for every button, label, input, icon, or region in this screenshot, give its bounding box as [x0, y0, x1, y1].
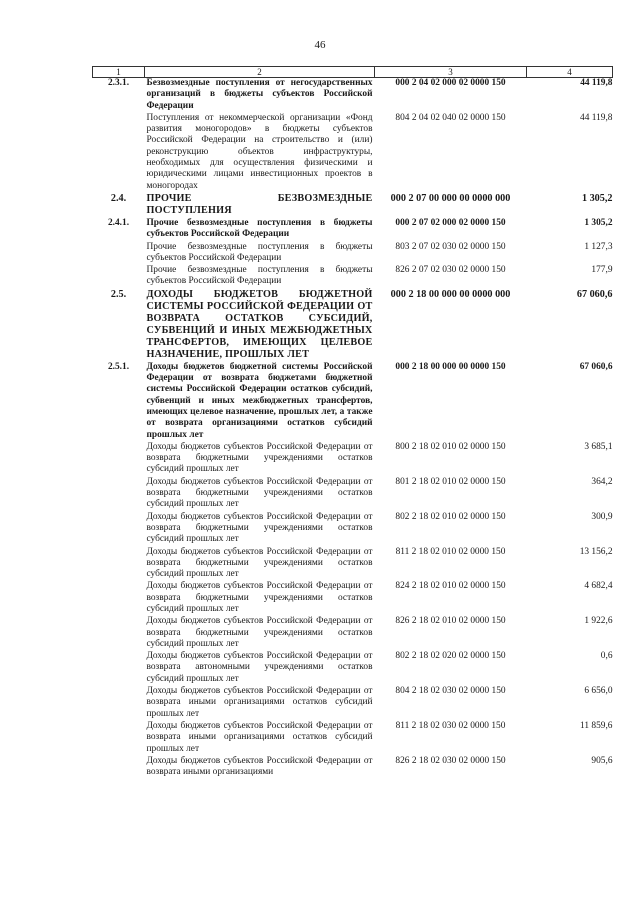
- table-row: [93, 756, 613, 780]
- table-row: [93, 512, 613, 547]
- row-number-cell: 2.5.: [110, 288, 127, 300]
- table-row: [93, 218, 613, 242]
- table-row: [93, 78, 613, 113]
- row-amount-cell: 67 060,6: [576, 288, 613, 300]
- row-amount-cell: 177,9: [591, 265, 613, 276]
- table-row: [93, 442, 613, 477]
- column-header-code: 3: [375, 67, 527, 78]
- row-name-cell: ПРОЧИЕ БЕЗВОЗМЕЗДНЫЕ ПОСТУПЛЕНИЯ: [146, 192, 373, 216]
- row-name-cell: Поступления от некоммерческой организации «Фонд развития моногородов» в бюджеты субъектов Российской Федерации на строительство и (или) реконструкцию объектов инфраструктуры, необходимых для осуществления физическими и юридическими лицами инвестиционных проектов в моногородах: [146, 112, 373, 191]
- row-number-cell: [93, 113, 145, 193]
- row-code-cell: 000 2 07 00 000 00 0000 000: [390, 192, 511, 204]
- header-row: [93, 67, 613, 78]
- row-name-cell: Прочие безвозмездные поступления в бюджеты субъектов Российской Федерации: [146, 265, 373, 287]
- row-code-cell: 000 2 18 00 000 00 0000 000: [390, 288, 511, 300]
- row-code-cell: 826 2 18 02 010 02 0000 150: [395, 616, 506, 627]
- row-number-cell: [93, 686, 145, 721]
- row-name-cell: Доходы бюджетов субъектов Российской Федерации от возврата бюджетными учреждениями остатков субсидий прошлых лет: [146, 616, 373, 649]
- row-name-cell: ДОХОДЫ БЮДЖЕТОВ БЮДЖЕТНОЙ СИСТЕМЫ РОССИЙСКОЙ ФЕДЕРАЦИИ ОТ ВОЗВРАТА ОСТАТКОВ СУБСИДИЙ, СУБВЕНЦИЙ И ИНЫХ МЕЖБЮДЖЕТНЫХ ТРАНСФЕРТОВ, ИМЕЮЩИХ ЦЕЛЕВОЕ НАЗНАЧЕНИЕ, ПРОШЛЫХ ЛЕТ: [146, 288, 373, 360]
- row-code-cell: 804 2 04 02 040 02 0000 150: [395, 112, 506, 123]
- budget-table-container: [92, 66, 612, 779]
- row-amount-cell: 1 305,2: [584, 217, 613, 228]
- table-row: [93, 581, 613, 616]
- row-name-cell: Доходы бюджетов субъектов Российской Федерации от возврата иными организациями остатков субсидий прошлых лет: [146, 686, 373, 719]
- row-number-cell: 2.3.1.: [107, 78, 130, 88]
- row-number-cell: [93, 477, 145, 512]
- row-name-cell: Доходы бюджетов бюджетной системы Российской Федерации от возврата бюджетами бюджетной системы Российской Федерации остатков субсидий, субвенций и иных межбюджетных трансфертов, имеющих целевое назначение, прошлых лет, а также от возврата организациями остатков субсидий прошлых лет: [146, 361, 373, 440]
- row-number-cell: [93, 512, 145, 547]
- row-name-cell: Доходы бюджетов субъектов Российской Федерации от возврата иными организациями остатков субсидий прошлых лет: [146, 720, 373, 754]
- row-number-cell: [93, 756, 145, 780]
- row-amount-cell: 1 922,6: [584, 616, 613, 627]
- row-code-cell: 803 2 07 02 030 02 0000 150: [395, 241, 506, 252]
- column-header-name: 2: [145, 67, 375, 78]
- row-number-cell: 2.4.: [110, 192, 127, 204]
- row-code-cell: 824 2 18 02 010 02 0000 150: [395, 581, 506, 592]
- row-name-cell: Доходы бюджетов субъектов Российской Федерации от возврата автономными учреждениями остатков субсидий прошлых лет: [146, 651, 373, 684]
- row-name-cell: Доходы бюджетов субъектов Российской Федерации от возврата бюджетными учреждениями остатков субсидий прошлых лет: [146, 546, 373, 580]
- row-name-cell: Доходы бюджетов субъектов Российской Федерации от возврата бюджетными учреждениями остатков субсидий прошлых лет: [146, 476, 373, 510]
- row-amount-cell: 300,9: [591, 511, 613, 522]
- row-number-cell: [93, 265, 145, 289]
- row-code-cell: 800 2 18 02 010 02 0000 150: [395, 441, 506, 452]
- table-row: [93, 193, 613, 218]
- table-row: [93, 721, 613, 756]
- row-amount-cell: 6 656,0: [584, 686, 613, 697]
- row-amount-cell: 13 156,2: [579, 546, 613, 557]
- row-amount-cell: 67 060,6: [579, 361, 613, 372]
- row-number-cell: [93, 616, 145, 651]
- row-amount-cell: 3 685,1: [584, 441, 613, 452]
- budget-table: [92, 66, 613, 779]
- row-name-cell: Доходы бюджетов субъектов Российской Федерации от возврата бюджетными учреждениями остатков субсидий прошлых лет: [146, 581, 373, 614]
- row-number-cell: [93, 242, 145, 266]
- table-row: [93, 547, 613, 582]
- row-code-cell: 826 2 07 02 030 02 0000 150: [395, 265, 506, 276]
- row-code-cell: 000 2 04 02 000 02 0000 150: [395, 78, 506, 88]
- row-number-cell: [93, 651, 145, 686]
- table-header: [93, 67, 613, 78]
- table-row: [93, 477, 613, 512]
- row-number-cell: [93, 721, 145, 756]
- row-name-cell: Доходы бюджетов субъектов Российской Федерации от возврата бюджетными учреждениями остатков субсидий прошлых лет: [146, 441, 373, 475]
- row-name-cell: Доходы бюджетов субъектов Российской Федерации от возврата иными организациями: [146, 755, 373, 778]
- row-amount-cell: 44 119,8: [580, 112, 613, 123]
- row-code-cell: 802 2 18 02 010 02 0000 150: [395, 511, 506, 522]
- column-header-amount: 4: [527, 67, 613, 78]
- page-number: 46: [314, 39, 326, 51]
- row-amount-cell: 1 127,3: [584, 241, 613, 252]
- table-body: [93, 78, 613, 780]
- table-row: [93, 113, 613, 193]
- row-amount-cell: 905,6: [591, 755, 613, 766]
- row-name-cell: Прочие безвозмездные поступления в бюджеты субъектов Российской Федерации: [146, 241, 373, 263]
- row-number-cell: 2.5.1.: [107, 361, 130, 372]
- row-code-cell: 804 2 18 02 030 02 0000 150: [395, 686, 506, 697]
- row-amount-cell: 4 682,4: [584, 581, 613, 592]
- table-row: [93, 686, 613, 721]
- row-amount-cell: 1 305,2: [581, 192, 613, 204]
- table-row: [93, 362, 613, 442]
- row-code-cell: 826 2 18 02 030 02 0000 150: [395, 755, 506, 766]
- row-amount-cell: 364,2: [591, 476, 613, 487]
- row-code-cell: 811 2 18 02 030 02 0000 150: [395, 720, 506, 731]
- table-row: [93, 651, 613, 686]
- table-row: [93, 265, 613, 289]
- row-code-cell: 000 2 07 02 000 02 0000 150: [395, 217, 506, 228]
- row-name-cell: Безвозмездные поступления от негосударственных организаций в бюджеты субъектов Российской Федерации: [146, 78, 373, 111]
- table-row: [93, 616, 613, 651]
- row-name-cell: Прочие безвозмездные поступления в бюджеты субъектов Российской Федерации: [146, 217, 373, 240]
- row-number-cell: 2.4.1.: [107, 217, 130, 228]
- table-row: [93, 289, 613, 362]
- row-amount-cell: 44 119,8: [580, 78, 613, 88]
- row-code-cell: 801 2 18 02 010 02 0000 150: [395, 476, 506, 487]
- row-code-cell: 000 2 18 00 000 00 0000 150: [395, 361, 506, 372]
- row-amount-cell: 0,6: [600, 651, 613, 662]
- row-code-cell: 802 2 18 02 020 02 0000 150: [395, 651, 506, 662]
- row-number-cell: [93, 581, 145, 616]
- row-code-cell: 811 2 18 02 010 02 0000 150: [395, 546, 506, 557]
- column-header-number: 1: [93, 67, 145, 78]
- row-number-cell: [93, 547, 145, 582]
- table-row: [93, 242, 613, 266]
- row-name-cell: Доходы бюджетов субъектов Российской Федерации от возврата бюджетными учреждениями остатков субсидий прошлых лет: [146, 511, 373, 545]
- row-number-cell: [93, 442, 145, 477]
- row-amount-cell: 11 859,6: [580, 720, 613, 731]
